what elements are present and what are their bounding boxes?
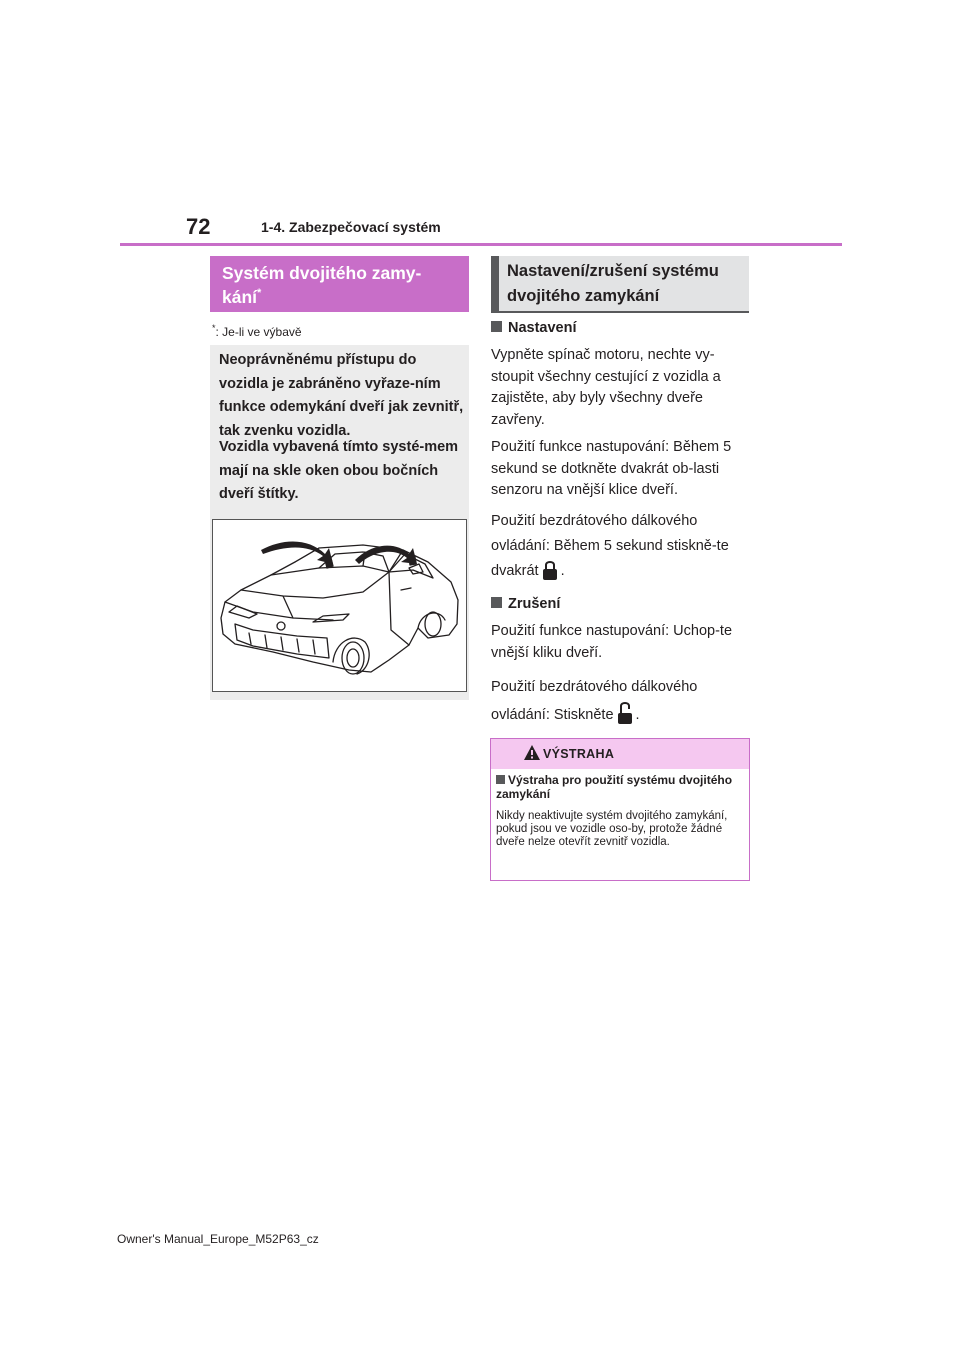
info-paragraph: Neoprávněnému přístupu do vozidla je zabráněno vyřaze-ním funkce odemykání dveří jak zevnitř, tak zvenku vozidla. bbox=[219, 352, 464, 439]
paragraph-text: Použití bezdrátového dálkového ovládání: Během 5 sekund stiskně-te dvakrát bbox=[491, 513, 729, 579]
page-number: 72 bbox=[186, 214, 211, 239]
paragraph-with-icon bbox=[491, 673, 753, 735]
paragraph: Vypněte spínač motoru, nechte vy-stoupit všechny cestující z vozidla a zajistěte, aby byly všechny dveře zavřeny. bbox=[491, 347, 721, 428]
paragraph-text: Použití bezdrátového dálkového ovládání: Stiskněte bbox=[491, 679, 698, 723]
bullet-square-icon bbox=[491, 597, 502, 608]
footnote-text: : Je-li ve výbavě bbox=[215, 325, 302, 339]
lock-icon bbox=[542, 559, 558, 590]
footnote-mark: * bbox=[257, 287, 262, 300]
car-illustration bbox=[212, 519, 467, 692]
warning-subheading bbox=[496, 773, 744, 801]
info-box bbox=[210, 345, 469, 700]
warning-title: VÝSTRAHA bbox=[543, 747, 615, 761]
footer-text: Owner's Manual_Europe_M52P63_cz bbox=[117, 1232, 319, 1246]
car-drawing bbox=[213, 520, 466, 691]
section-title: 1-4. Zabezpečovací systém bbox=[261, 219, 441, 235]
section-heading-double-lock bbox=[210, 256, 469, 312]
subheading-setting bbox=[491, 320, 577, 336]
info-paragraph: Vozidla vybavená tímto systé-mem mají na skle oken obou bočních dveří štítky. bbox=[219, 439, 459, 502]
paragraph-end: . bbox=[635, 707, 640, 723]
bullet-square-icon bbox=[496, 775, 505, 784]
unlock-icon bbox=[617, 701, 633, 735]
section-heading-set-cancel: Nastavení/zrušení systému dvojitého zamykání bbox=[491, 256, 749, 313]
footnote bbox=[212, 323, 302, 339]
warning-triangle-icon bbox=[523, 744, 541, 766]
paragraph: Použití funkce nastupování: Během 5 sekund se dotkněte dvakrát ob-lasti senzoru na vnější klice dveří. bbox=[491, 439, 732, 498]
warning-box bbox=[490, 738, 750, 881]
paragraph-end: . bbox=[560, 563, 565, 579]
subheading-text: Nastavení bbox=[508, 320, 577, 336]
bullet-square-icon bbox=[491, 321, 502, 332]
header-divider bbox=[120, 243, 842, 246]
subheading-cancel bbox=[491, 596, 560, 612]
section-heading-text: Systém dvojitého zamy-kání bbox=[222, 263, 422, 307]
warning-text: Nikdy neaktivujte systém dvojitého zamykání, pokud jsou ve vozidle oso-by, protože žádné dveře nelze otevřít zevnitř vozidla. bbox=[496, 810, 728, 848]
warning-header bbox=[491, 739, 749, 769]
subheading-text: Zrušení bbox=[508, 596, 561, 612]
paragraph-with-icon bbox=[491, 509, 753, 590]
footnote-symbol: * bbox=[212, 323, 216, 333]
warning-subheading-text: Výstraha pro použití systému dvojitého zamykání bbox=[496, 773, 733, 801]
paragraph: Použití funkce nastupování: Uchop-te vnější kliku dveří. bbox=[491, 623, 733, 661]
